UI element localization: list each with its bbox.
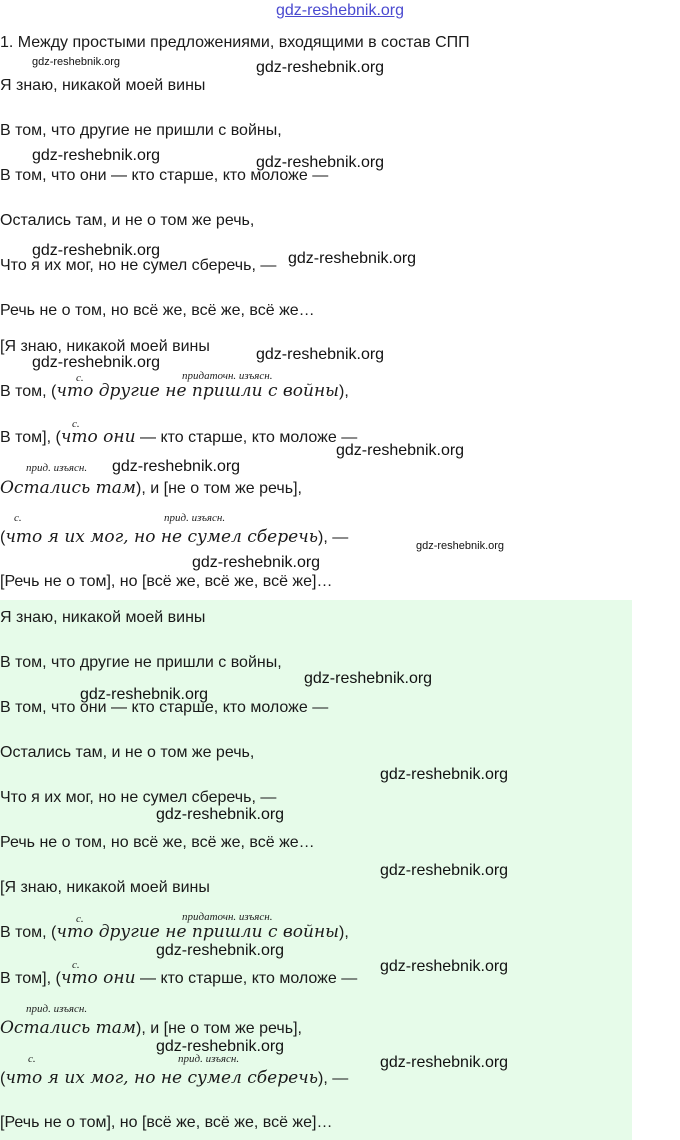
watermark: gdz-reshebnik.org <box>380 958 509 975</box>
watermark: gdz-reshebnik.org <box>32 56 121 68</box>
line-prefix: В том], ( <box>0 429 61 446</box>
poem-line: В том, что они — кто старше, кто моложе — <box>0 699 329 716</box>
parsed-line <box>0 968 357 988</box>
task-title: 1. Между простыми предложениями, входящими в состав СПП <box>0 34 470 51</box>
line-suffix: ), <box>339 383 349 400</box>
poem-line: Речь не о том, но всё же, всё же, всё же… <box>0 834 315 851</box>
watermark: gdz-reshebnik.org <box>256 346 385 363</box>
conjunction-note: с. <box>72 959 80 971</box>
site-link[interactable]: gdz-reshebnik.org <box>275 2 405 19</box>
conjunction: что <box>56 922 94 942</box>
watermark: gdz-reshebnik.org <box>156 1038 285 1055</box>
parsed-line <box>0 427 357 447</box>
poem-line: Я знаю, никакой моей вины <box>0 77 206 94</box>
clause-text: другие не пришли с войны <box>93 922 340 942</box>
watermark: gdz-reshebnik.org <box>256 59 385 76</box>
line-suffix: — кто старше, кто моложе — <box>135 970 358 987</box>
poem-line: Остались там, и не о том же речь, <box>0 212 255 229</box>
parsed-line <box>0 1068 348 1088</box>
line-prefix: В том, ( <box>0 383 57 400</box>
conjunction: что <box>56 381 94 401</box>
poem-line: Что я их мог, но не сумел сберечь, — <box>0 789 277 806</box>
conjunction-note: с. <box>14 512 22 524</box>
watermark: gdz-reshebnik.org <box>32 242 161 259</box>
line-suffix: ), <box>339 924 349 941</box>
watermark: gdz-reshebnik.org <box>288 250 417 267</box>
line-prefix: В том], ( <box>0 970 61 987</box>
clause-text: другие не пришли с войны <box>93 381 340 401</box>
poem-line: Я знаю, никакой моей вины <box>0 609 206 626</box>
line-suffix: — кто старше, кто моложе — <box>135 429 358 446</box>
conjunction-note: с. <box>76 372 84 384</box>
line-prefix: ( <box>0 1070 6 1087</box>
parsed-line <box>0 922 349 942</box>
line-suffix: ), — <box>318 529 349 546</box>
watermark: gdz-reshebnik.org <box>80 686 209 703</box>
clause-text: они <box>97 427 136 447</box>
clause-text: Остались там <box>0 1018 137 1038</box>
watermark: gdz-reshebnik.org <box>304 670 433 687</box>
watermark: gdz-reshebnik.org <box>32 147 161 164</box>
poem-line: В том, что другие не пришли с войны, <box>0 654 282 671</box>
conjunction: что <box>60 968 98 988</box>
clause-text: что я их мог, но не сумел сберечь <box>5 1068 318 1088</box>
parsed-line <box>0 1018 302 1038</box>
watermark: gdz-reshebnik.org <box>156 806 285 823</box>
line-prefix: В том, ( <box>0 924 57 941</box>
parsed-line: [Речь не о том], но [всё же, всё же, всё же]… <box>0 573 333 590</box>
clause-note: придаточн. изъясн. <box>182 911 273 923</box>
poem-line: Что я их мог, но не сумел сберечь, — <box>0 257 277 274</box>
clause-text: что я их мог, но не сумел сберечь <box>5 527 318 547</box>
watermark: gdz-reshebnik.org <box>380 862 509 879</box>
poem-line: Остались там, и не о том же речь, <box>0 744 255 761</box>
clause-note: прид. изъясн. <box>178 1053 240 1065</box>
line-suffix: ), и [не о том же речь], <box>136 480 302 497</box>
parsed-line <box>0 527 348 547</box>
watermark: gdz-reshebnik.org <box>380 766 509 783</box>
conjunction: что <box>60 427 98 447</box>
conjunction-note: с. <box>76 913 84 925</box>
parsed-line: [Я знаю, никакой моей вины <box>0 879 210 896</box>
clause-text: Остались там <box>0 478 137 498</box>
poem-line: В том, что они — кто старше, кто моложе — <box>0 167 329 184</box>
watermark: gdz-reshebnik.org <box>192 554 321 571</box>
watermark: gdz-reshebnik.org <box>336 442 465 459</box>
parsed-line <box>0 478 302 498</box>
watermark: gdz-reshebnik.org <box>380 1054 509 1071</box>
conjunction-note: с. <box>28 1053 36 1065</box>
watermark: gdz-reshebnik.org <box>156 942 285 959</box>
clause-text: они <box>97 968 136 988</box>
clause-note: прид. изъясн. <box>26 1003 88 1015</box>
line-prefix: ( <box>0 529 6 546</box>
parsed-line <box>0 381 349 401</box>
watermark: gdz-reshebnik.org <box>32 354 161 371</box>
parsed-line: [Речь не о том], но [всё же, всё же, всё же]… <box>0 1114 333 1131</box>
conjunction-note: с. <box>72 418 80 430</box>
parsed-line: [Я знаю, никакой моей вины <box>0 338 210 355</box>
clause-note: прид. изъясн. <box>26 462 88 474</box>
watermark: gdz-reshebnik.org <box>112 458 241 475</box>
clause-note: придаточн. изъясн. <box>182 370 273 382</box>
poem-line: Речь не о том, но всё же, всё же, всё же… <box>0 302 315 319</box>
line-suffix: ), — <box>318 1070 349 1087</box>
watermark: gdz-reshebnik.org <box>256 154 385 171</box>
clause-note: прид. изъясн. <box>164 512 226 524</box>
poem-line: В том, что другие не пришли с войны, <box>0 122 282 139</box>
line-suffix: ), и [не о том же речь], <box>136 1020 302 1037</box>
watermark: gdz-reshebnik.org <box>416 540 505 552</box>
